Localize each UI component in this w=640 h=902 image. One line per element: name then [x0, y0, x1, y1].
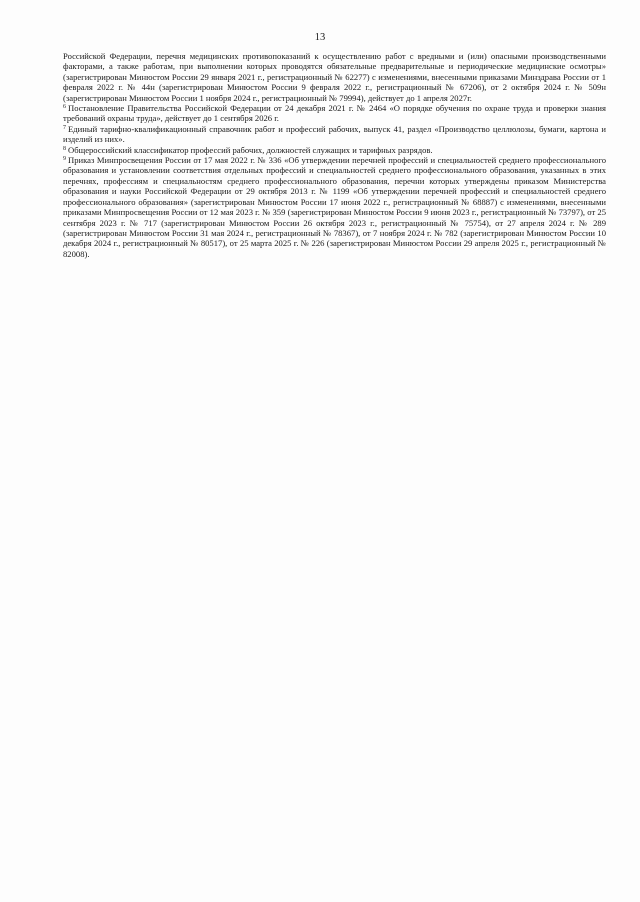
footnote-text: Российской Федерации, перечня медицинских противопоказаний к осуществлению работ с вредными и (или) опасными производственными факторами, а также работам, при выполнении которых проводятся обязательные предварительные и периодические медицинские осмотры» (зарегистрирован Минюстом России 29 января 2021 г., регистрационный № 62277) с изменениями, внесенными приказами Минздрава России от 1 февраля 2022 г. № 44н (зарегистрирован Минюстом России 9 февраля 2022 г., регистрационный № 67206), от 2 октября 2024 г. № 509н (зарегистрирован Минюстом России 1 ноября 2024 г., регистрационный № 79994), действует до 1 апреля 2027г.: [63, 51, 606, 103]
footnote-text: Общероссийский классификатор профессий рабочих, должностей служащих и тарифных разрядов.: [68, 144, 433, 155]
footnote-marker: 7: [63, 124, 66, 131]
footnote-8: [63, 145, 606, 155]
footnote-marker: 6: [63, 104, 66, 111]
footnote-continuation: [63, 51, 606, 103]
footnote-text: Постановление Правительства Российской Федерации от 24 декабря 2021 г. № 2464 «О порядке обучения по охране труда и проверки знания требований охраны труда», действует до 1 сентября 2026 г.: [63, 103, 606, 124]
footnotes-block: [63, 51, 606, 259]
footnote-marker: 8: [63, 145, 66, 152]
footnote-9: [63, 155, 606, 259]
footnote-text: Единый тарифно-квалификационный справочник работ и профессий рабочих, выпуск 41, раздел «Производство целлюлозы, бумаги, картона и изделий из них».: [63, 123, 606, 145]
footnote-marker: 9: [63, 156, 66, 163]
footnote-text: Приказ Минпросвещения России от 17 мая 2022 г. № 336 «Об утверждении перечней профессий и специальностей среднего профессионального образования и установлении соответствия отдельных профессий и специальностей среднего профессионального образования, указанных в этих перечнях, профессиям и специальностям среднего профессионального образования, перечни которых утверждены приказом Министерства образования и науки Российской Федерации от 29 октября 2013 г. № 1199 «Об утверждении перечней профессий и специальностей среднего профессионального образования» (зарегистрирован Минюстом России 17 июня 2022 г., регистрационный № 68887) с изменениями, внесенными приказами Минпросвещения России от 12 мая 2023 г. № 359 (зарегистрирован Минюстом России 9 июня 2023 г., регистрационный № 73797), от 25 сентября 2023 г. № 717 (зарегистрирован Минюстом России 26 октября 2023 г., регистрационный № 75754), от 27 апреля 2024 г. № 289 (зарегистрирован Минюстом России 31 мая 2024 г., регистрационный № 78367), от 7 ноября 2024 г. № 782 (зарегистрирован Минюстом России 10 декабря 2024 г., регистрационный № 80517), от 25 марта 2025 г. № 226 (зарегистрирован Минюстом России 29 апреля 2025 г., регистрационный № 82008).: [63, 155, 606, 259]
page-number: 13: [314, 32, 326, 43]
footnote-7: [63, 124, 606, 145]
footnote-6: [63, 103, 606, 124]
